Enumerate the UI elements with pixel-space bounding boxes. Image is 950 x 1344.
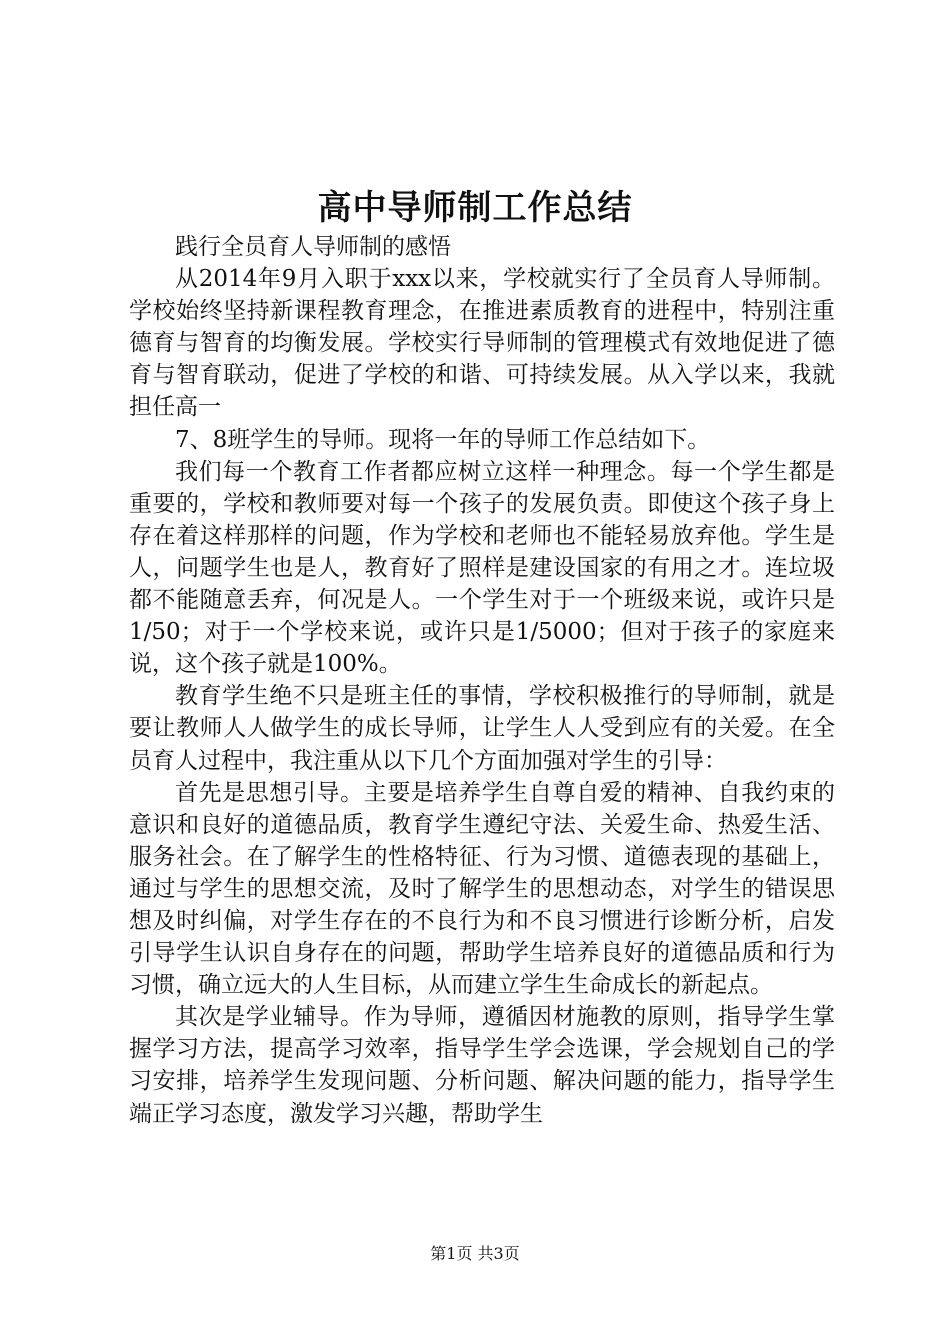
page-title: 高中导师制工作总结 [317,188,633,228]
paragraph-subtitle: 践行全员育人导师制的感悟 [175,234,451,260]
paragraph-mentor-system: 教育学生绝不只是班主任的事情，学校积极推行的导师制，就是要让教师人人做学生的成长导师，让学生人人受到应有的关爱。在全员育人过程中，我注重从以下几个方面加强对学生的引导： [129,683,835,774]
page-number: 第1页 共3页 [430,1244,520,1263]
paragraph-ideological-guidance: 首先是思想引导。主要是培养学生自尊自爱的精神、自我约束的意识和良好的道德品质，教育学生遵纪守法、关爱生命、热爱生活、服务社会。在了解学生的性格特征、行为习惯、道德表现的基础上，通过与学生的思想交流，及时了解学生的思想动态，对学生的错误思想及时纠偏，对学生存在的不良行为和不良习惯进行诊断分析，启发引导学生认识自身存在的问题，帮助学生培养良好的道德品质和行为习惯，确立远大的人生目标，从而建立学生生命成长的新起点。 [129,779,835,999]
paragraph-philosophy: 我们每一个教育工作者都应树立这样一种理念。每一个学生都是重要的，学校和教师要对每一个孩子的发展负责。即使这个孩子身上存在着这样那样的问题，作为学校和老师也不能轻易放弃他。学生是人，问题学生也是人，教育好了照样是建设国家的有用之才。连垃圾都不能随意丢弃，何况是人。一个学生对于一个班级来说，或许只是1/50；对于一个学校来说，或许只是1/5000；但对于孩子的家庭来说，这个孩子就是100%。 [129,458,835,678]
paragraph-class-note: 7、8班学生的导师。现将一年的导师工作总结如下。 [175,426,711,453]
document-body [129,231,835,1130]
paragraph-academic-guidance: 其次是学业辅导。作为导师，遵循因材施教的原则，指导学生掌握学习方法，提高学习效率，指导学生学会选课，学会规划自己的学习安排，培养学生发现问题、分析问题、解决问题的能力，指导学生端正学习态度，激发学习兴趣，帮助学生 [129,1004,835,1127]
paragraph-intro: 从2014年9月入职于xxx以来，学校就实行了全员育人导师制。学校始终坚持新课程教育理念，在推进素质教育的进程中，特别注重德育与智育的均衡发展。学校实行导师制的管理模式有效地促进了德育与智育联动，促进了学校的和谐、可持续发展。从入学以来，我就担任高一 [129,266,835,421]
